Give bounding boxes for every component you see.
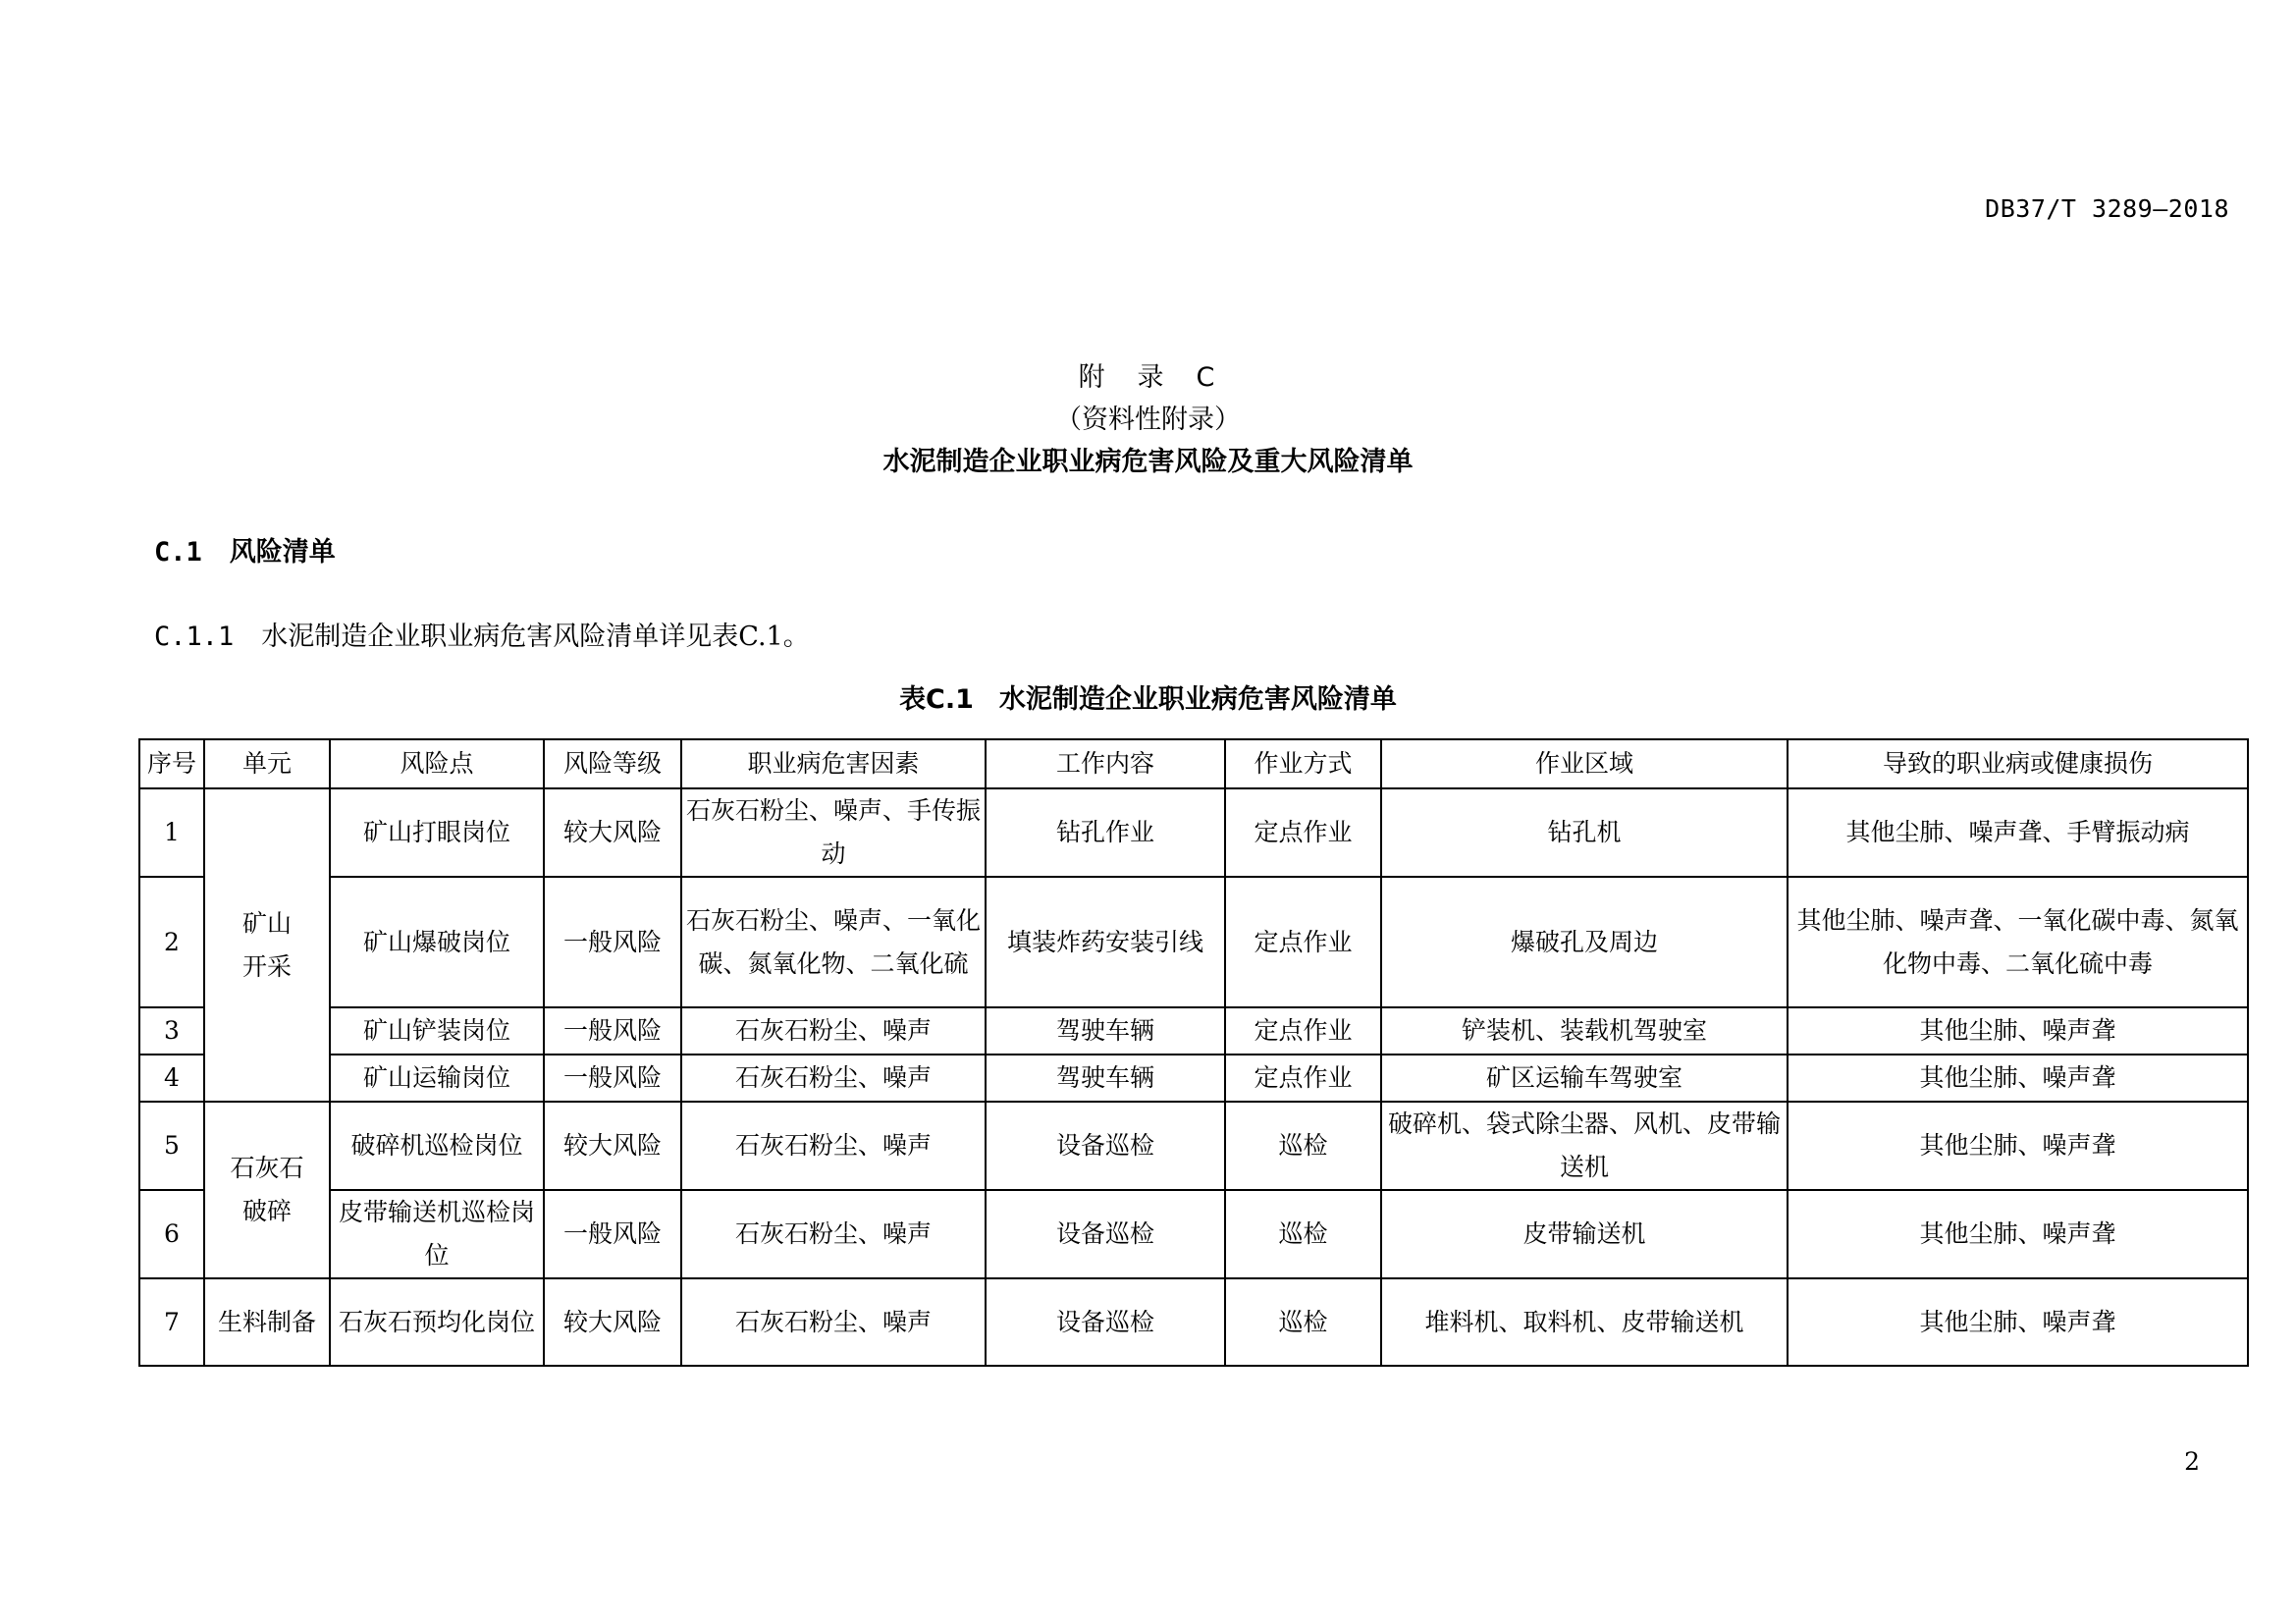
appendix-nature: （资料性附录） (1055, 405, 1241, 435)
cell-point: 矿山铲装岗位 (330, 1007, 544, 1055)
cell-mode: 巡检 (1225, 1102, 1381, 1190)
cell-disease: 其他尘肺、噪声聋 (1788, 1190, 2248, 1278)
risk-table (138, 738, 2249, 1367)
cell-disease: 其他尘肺、噪声聋 (1788, 1007, 2248, 1055)
cell-mode: 定点作业 (1225, 1055, 1381, 1102)
cell-disease: 其他尘肺、噪声聋、手臂振动病 (1788, 788, 2248, 877)
cell-level: 一般风险 (544, 877, 681, 1007)
cell-no: 4 (139, 1055, 204, 1102)
cell-no: 6 (139, 1190, 204, 1278)
col-header-work: 工作内容 (986, 739, 1225, 788)
section-c11-number: C.1.1 (154, 622, 235, 652)
col-header-area: 作业区域 (1381, 739, 1788, 788)
cell-factor: 石灰石粉尘、噪声 (681, 1278, 986, 1366)
cell-point: 矿山运输岗位 (330, 1055, 544, 1102)
cell-no: 3 (139, 1007, 204, 1055)
cell-point: 矿山爆破岗位 (330, 877, 544, 1007)
cell-factor: 石灰石粉尘、噪声 (681, 1055, 986, 1102)
table-row (139, 1278, 2248, 1366)
table-caption-number: 表C.1 (899, 684, 974, 715)
section-c1-heading (154, 530, 336, 568)
cell-area: 堆料机、取料机、皮带输送机 (1381, 1278, 1788, 1366)
cell-no: 5 (139, 1102, 204, 1190)
cell-area: 皮带输送机 (1381, 1190, 1788, 1278)
table-row (139, 1055, 2248, 1102)
cell-no: 2 (139, 877, 204, 1007)
cell-mode: 巡检 (1225, 1278, 1381, 1366)
table-header-row (139, 739, 2248, 788)
standard-code: DB37/T 3289—2018 (1985, 194, 2229, 223)
cell-level: 一般风险 (544, 1007, 681, 1055)
col-header-unit: 单元 (204, 739, 330, 788)
cell-point: 石灰石预均化岗位 (330, 1278, 544, 1366)
cell-disease: 其他尘肺、噪声聋 (1788, 1102, 2248, 1190)
cell-level: 一般风险 (544, 1055, 681, 1102)
cell-disease: 其他尘肺、噪声聋 (1788, 1278, 2248, 1366)
cell-work: 钻孔作业 (986, 788, 1225, 877)
page-number: 2 (2184, 1447, 2200, 1476)
cell-mode: 定点作业 (1225, 1007, 1381, 1055)
appendix-label: 附 录 C (1078, 362, 1218, 393)
cell-work: 设备巡检 (986, 1278, 1225, 1366)
table-row (139, 1190, 2248, 1278)
cell-level: 较大风险 (544, 1278, 681, 1366)
col-header-disease: 导致的职业病或健康损伤 (1788, 739, 2248, 788)
cell-work: 设备巡检 (986, 1102, 1225, 1190)
cell-area: 矿区运输车驾驶室 (1381, 1055, 1788, 1102)
cell-work: 填装炸药安装引线 (986, 877, 1225, 1007)
cell-work: 驾驶车辆 (986, 1055, 1225, 1102)
cell-no: 7 (139, 1278, 204, 1366)
cell-area: 爆破孔及周边 (1381, 877, 1788, 1007)
cell-mode: 定点作业 (1225, 788, 1381, 877)
cell-unit: 石灰石 破碎 (204, 1102, 330, 1278)
section-c1-number: C.1 (154, 537, 202, 568)
cell-area: 钻孔机 (1381, 788, 1788, 877)
table-row (139, 1102, 2248, 1190)
col-header-factor: 职业病危害因素 (681, 739, 986, 788)
table-row (139, 1007, 2248, 1055)
cell-area: 铲装机、装载机驾驶室 (1381, 1007, 1788, 1055)
cell-mode: 定点作业 (1225, 877, 1381, 1007)
col-header-no: 序号 (139, 739, 204, 788)
cell-disease: 其他尘肺、噪声聋、一氧化碳中毒、氮氧化物中毒、二氧化硫中毒 (1788, 877, 2248, 1007)
cell-factor: 石灰石粉尘、噪声 (681, 1007, 986, 1055)
col-header-point: 风险点 (330, 739, 544, 788)
cell-level: 一般风险 (544, 1190, 681, 1278)
cell-point: 破碎机巡检岗位 (330, 1102, 544, 1190)
cell-mode: 巡检 (1225, 1190, 1381, 1278)
cell-no: 1 (139, 788, 204, 877)
cell-factor: 石灰石粉尘、噪声、一氧化碳、氮氧化物、二氧化硫 (681, 877, 986, 1007)
cell-unit: 生料制备 (204, 1278, 330, 1366)
table-caption-title: 水泥制造企业职业病危害风险清单 (998, 684, 1397, 715)
col-header-mode: 作业方式 (1225, 739, 1381, 788)
cell-work: 设备巡检 (986, 1190, 1225, 1278)
cell-area: 破碎机、袋式除尘器、风机、皮带输送机 (1381, 1102, 1788, 1190)
cell-factor: 石灰石粉尘、噪声 (681, 1102, 986, 1190)
cell-level: 较大风险 (544, 788, 681, 877)
cell-unit: 矿山 开采 (204, 788, 330, 1102)
cell-disease: 其他尘肺、噪声聋 (1788, 1055, 2248, 1102)
cell-point: 皮带输送机巡检岗位 (330, 1190, 544, 1278)
col-header-level: 风险等级 (544, 739, 681, 788)
appendix-title: 水泥制造企业职业病危害风险及重大风险清单 (882, 447, 1414, 477)
cell-factor: 石灰石粉尘、噪声 (681, 1190, 986, 1278)
section-c11-text: 水泥制造企业职业病危害风险清单详见表C.1。 (261, 622, 810, 652)
cell-factor: 石灰石粉尘、噪声、手传振动 (681, 788, 986, 877)
table-row (139, 788, 2248, 877)
section-c11-paragraph (154, 615, 810, 653)
table-caption (0, 677, 2296, 716)
cell-level: 较大风险 (544, 1102, 681, 1190)
cell-work: 驾驶车辆 (986, 1007, 1225, 1055)
table-row (139, 877, 2248, 1007)
cell-point: 矿山打眼岗位 (330, 788, 544, 877)
section-c1-title: 风险清单 (229, 537, 336, 568)
